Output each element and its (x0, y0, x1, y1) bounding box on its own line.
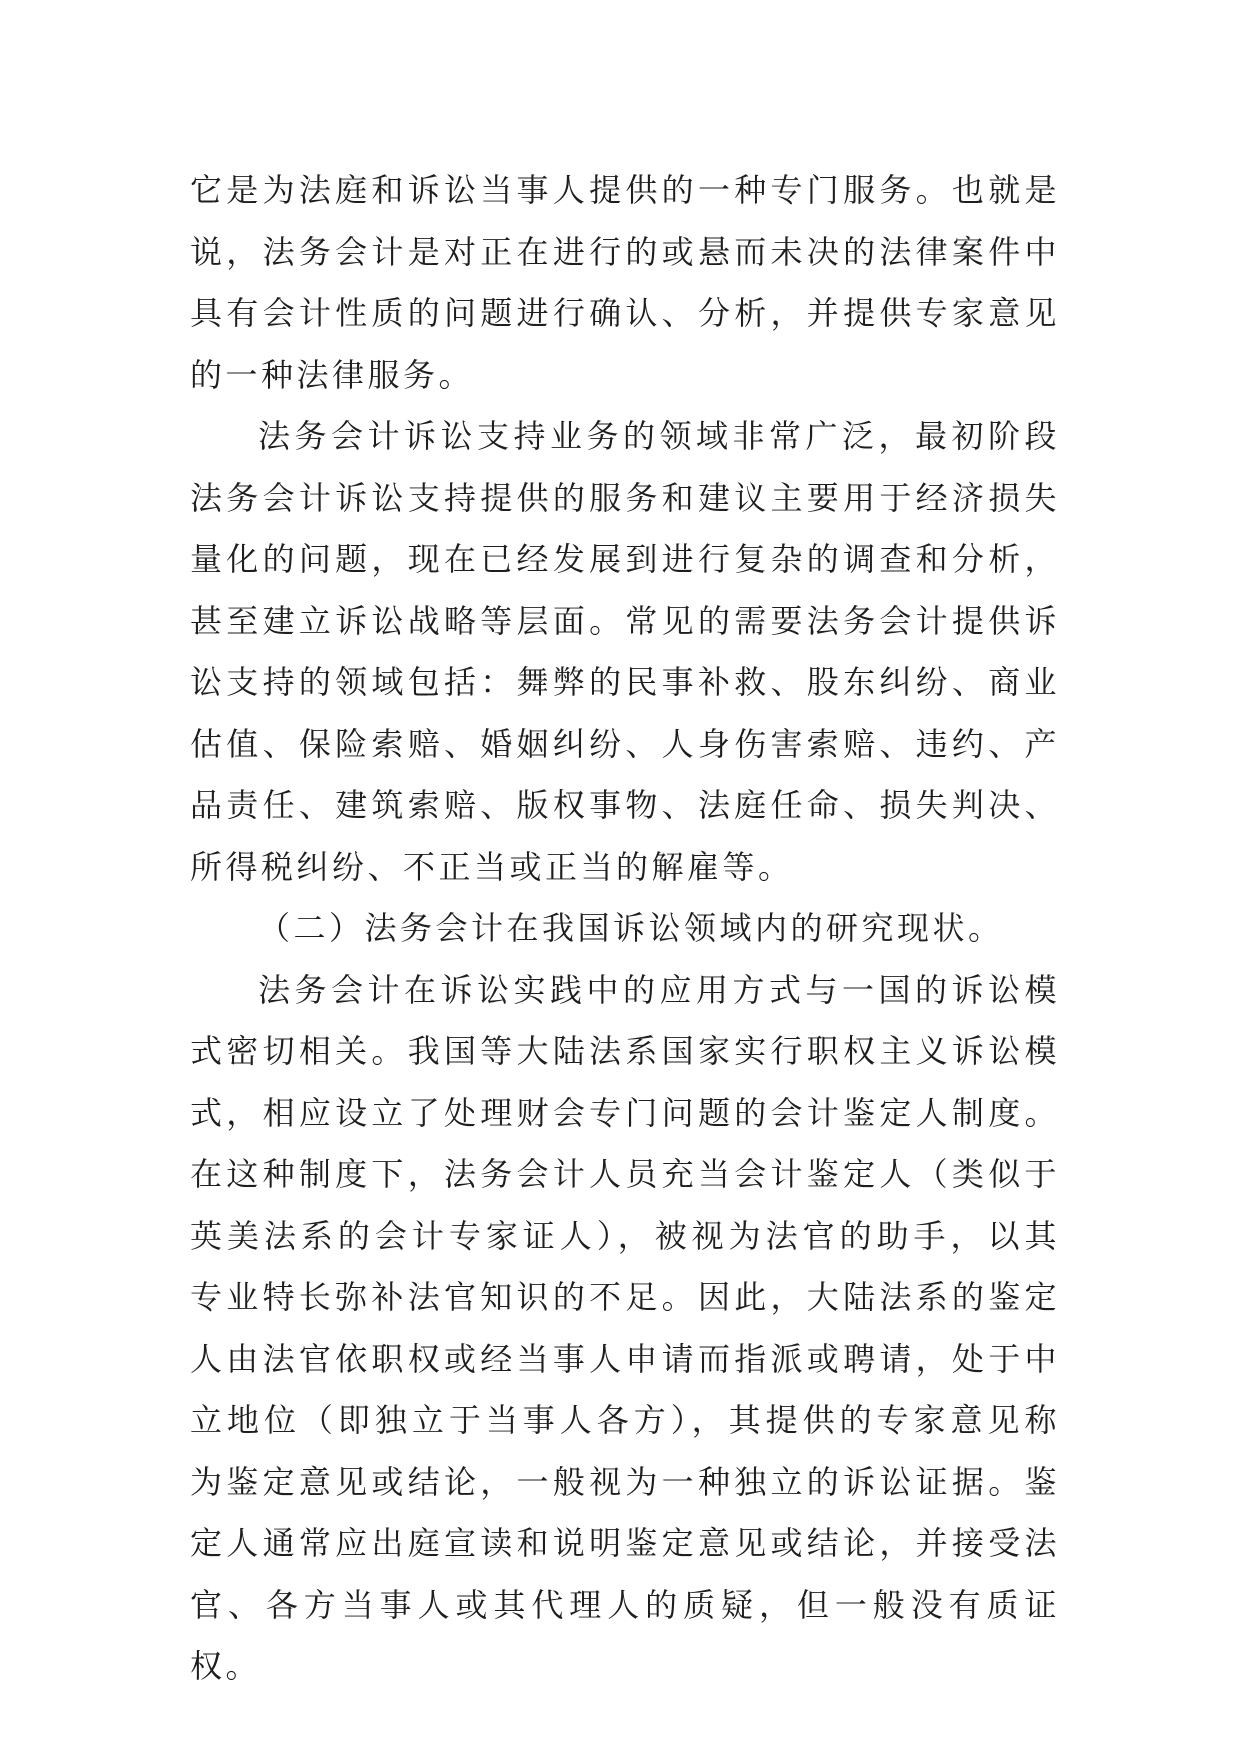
paragraph-continuation: 它是为法庭和诉讼当事人提供的一种专门服务。也就是说，法务会计是对正在进行的或悬而未决的法律案件中具有会计性质的问题进行确认、分析，并提供专家意见的一种法律服务。 (190, 171, 1060, 394)
paragraph-litigation-support-scope: 法务会计诉讼支持业务的领域非常广泛，最初阶段法务会计诉讼支持提供的服务和建议主要用于经济损失量化的问题，现在已经发展到进行复杂的调查和分析，甚至建立诉讼战略等层面。常见的需要法务会计提供诉讼支持的领域包括：舞弊的民事补救、股东纠纷、商业估值、保险索赔、婚姻纠纷、人身伤害索赔、违约、产品责任、建筑索赔、版权事物、法庭任命、损失判决、所得税纠纷、不正当或正当的解雇等。 (190, 417, 1060, 886)
document-body (190, 160, 1060, 1698)
paragraph-appraiser-system: 法务会计在诉讼实践中的应用方式与一国的诉讼模式密切相关。我国等大陆法系国家实行职权主义诉讼模式，相应设立了处理财会专门问题的会计鉴定人制度。在这种制度下，法务会计人员充当会计鉴定人（类似于英美法系的会计专家证人），被视为法官的助手，以其专业特长弥补法官知识的不足。因此，大陆法系的鉴定人由法官依职权或经当事人申请而指派或聘请，处于中立地位（即独立于当事人各方），其提供的专家意见称为鉴定意见或结论，一般视为一种独立的诉讼证据。鉴定人通常应出庭宣读和说明鉴定意见或结论，并接受法官、各方当事人或其代理人的质疑，但一般没有质证权。 (190, 970, 1060, 1685)
section-heading-research-status: （二）法务会计在我国诉讼领域内的研究现状。 (258, 909, 1004, 947)
